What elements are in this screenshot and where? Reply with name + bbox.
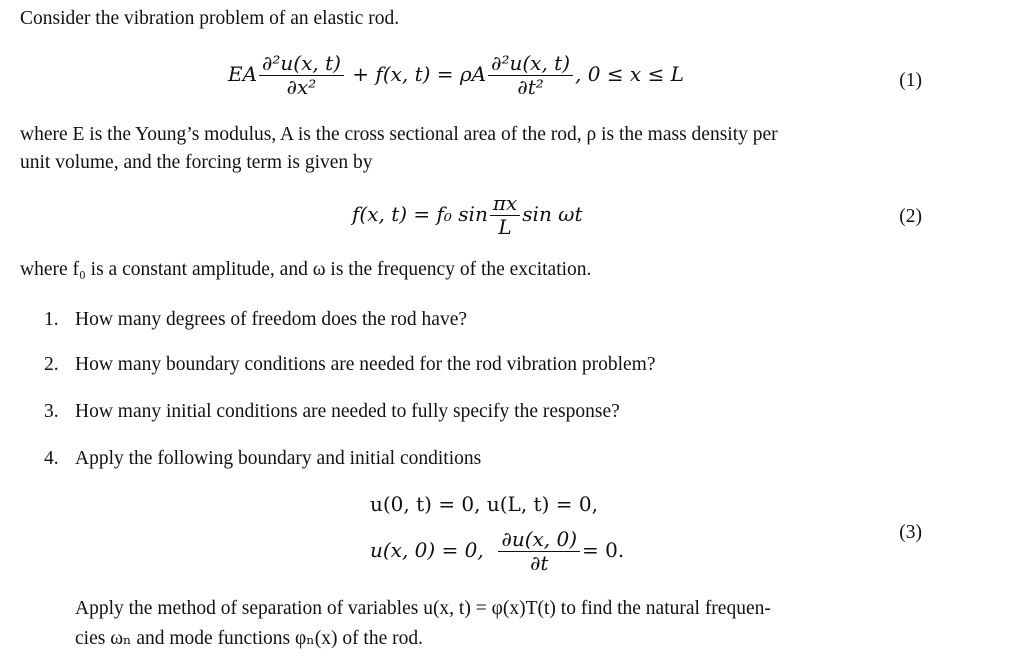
- eq1-domain: , 0 ≤ x ≤ L: [575, 62, 684, 86]
- eq3-frac-den: ∂t: [530, 551, 549, 575]
- list-item-text: How many boundary conditions are needed for the rod vibration problem?: [75, 354, 656, 375]
- equation-3-number: (3): [899, 522, 922, 543]
- list-item-text: Apply the following boundary and initial conditions: [75, 448, 482, 469]
- eq1-frac2-num: ∂²u(x, t): [488, 52, 573, 76]
- eq1-frac-time: [488, 52, 573, 99]
- eq1-frac-spatial: [259, 52, 344, 99]
- list-item-number: 3.: [44, 401, 59, 422]
- eq1-frac1-den: ∂x²: [286, 75, 317, 99]
- list-item-number: 2.: [44, 354, 59, 375]
- eq3-frac: [498, 528, 580, 575]
- equation-2: [352, 192, 583, 239]
- eq1-coef: EA: [228, 62, 258, 86]
- eq2-frac-num: πx: [490, 192, 520, 216]
- equation-3-row2: [370, 528, 624, 575]
- eq2-frac: [490, 192, 520, 239]
- equation-2-number: (2): [899, 206, 922, 227]
- equation-1: [228, 52, 684, 99]
- eq3-row2-tail: = 0.: [582, 538, 625, 562]
- list-item-text: How many initial conditions are needed to fully specify the response?: [75, 401, 620, 422]
- eq2-lhs: f(x, t) = f₀ sin: [352, 202, 488, 226]
- list-item-number: 1.: [44, 309, 59, 330]
- eq3-frac-num: ∂u(x, 0): [498, 528, 580, 552]
- equation-1-number: (1): [899, 70, 922, 91]
- para1-line2: unit volume, and the forcing term is given by: [20, 152, 373, 173]
- eq1-frac1-num: ∂²u(x, t): [259, 52, 344, 76]
- eq2-tail: sin ωt: [522, 202, 583, 226]
- equation-3-row1: u(0, t) = 0, u(L, t) = 0,: [370, 492, 598, 516]
- eq3-row2-left: u(x, 0) = 0,: [370, 538, 484, 562]
- eq1-frac2-den: ∂t²: [517, 75, 544, 99]
- para2: where f₀ is a constant amplitude, and ω is the frequency of the excitation.: [20, 259, 592, 280]
- eq2-frac-den: L: [498, 215, 512, 239]
- intro-text: Consider the vibration problem of an elastic rod.: [20, 8, 400, 29]
- final-line1: Apply the method of separation of variables u(x, t) = φ(x)T(t) to find the natural frequen-: [75, 598, 771, 619]
- final-line2: cies ωₙ and mode functions φₙ(x) of the rod.: [75, 628, 424, 649]
- list-item-number: 4.: [44, 448, 59, 469]
- eq1-mid: + f(x, t) = ρA: [352, 62, 487, 86]
- list-item-text: How many degrees of freedom does the rod have?: [75, 309, 468, 330]
- para1-line1: where E is the Young’s modulus, A is the cross sectional area of the rod, ρ is the mass density per: [20, 124, 778, 145]
